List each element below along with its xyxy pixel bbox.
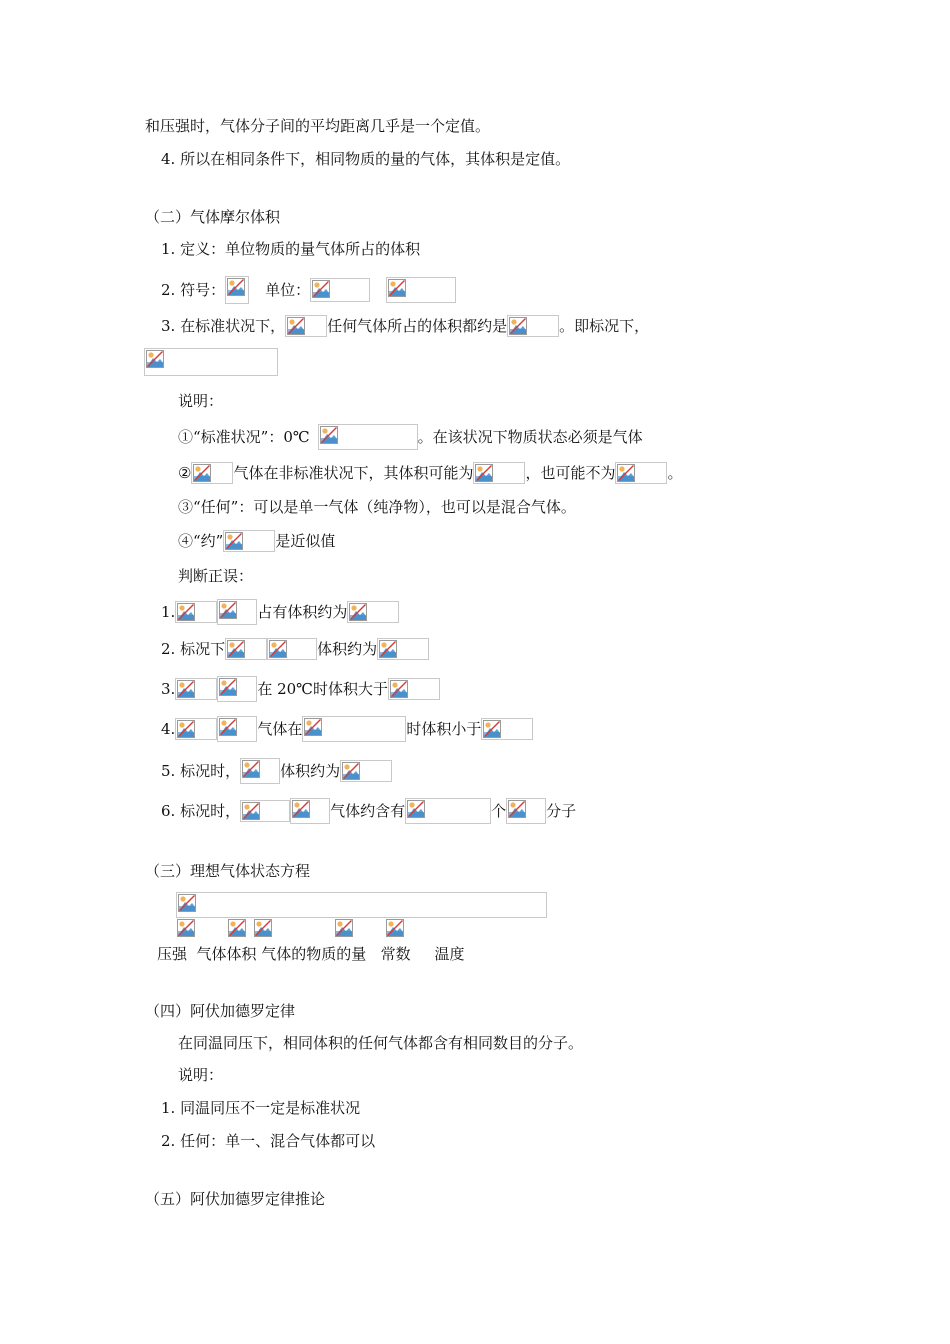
judge-label: 判断正误： bbox=[178, 567, 254, 585]
formula-line bbox=[144, 348, 278, 376]
text-fragment: 体积约为 bbox=[317, 640, 378, 658]
broken-image-icon bbox=[219, 678, 237, 696]
broken-image-icon bbox=[320, 426, 338, 444]
broken-image-icon bbox=[292, 800, 310, 818]
broken-image-icon bbox=[227, 278, 245, 296]
formula-image bbox=[240, 800, 290, 822]
broken-image-icon bbox=[269, 640, 287, 658]
judge-item bbox=[161, 758, 392, 784]
note-item bbox=[178, 462, 683, 484]
formula-image bbox=[347, 601, 399, 623]
text-fragment: 4. bbox=[161, 720, 176, 738]
formula-image bbox=[302, 716, 406, 742]
text-fragment: 6. 标况时， bbox=[161, 802, 241, 820]
symbol-label: 2. 符号： bbox=[161, 281, 226, 299]
section-title: （四）阿伏加德罗定律 bbox=[145, 1002, 296, 1020]
note-item bbox=[178, 530, 335, 552]
broken-image-icon bbox=[509, 317, 527, 335]
paragraph-line: 和压强时，气体分子间的平均距离几乎是一个定值。 bbox=[145, 117, 491, 135]
paragraph-line: 4. 所以在相同条件下，相同物质的量的气体，其体积是定值。 bbox=[161, 150, 571, 168]
judge-item bbox=[161, 599, 399, 625]
broken-image-icon bbox=[177, 919, 195, 937]
formula-image bbox=[310, 278, 370, 302]
text-fragment: 气体在 bbox=[257, 720, 303, 738]
standard-condition-line bbox=[161, 315, 649, 337]
text-fragment: 3. bbox=[161, 680, 176, 698]
text-fragment: 气体约含有 bbox=[330, 802, 406, 820]
text-fragment: 体积约为 bbox=[280, 762, 341, 780]
broken-image-icon bbox=[388, 279, 406, 297]
formula-image bbox=[506, 798, 546, 824]
equation-symbols bbox=[176, 918, 416, 940]
text-fragment: ④“约” bbox=[178, 532, 224, 550]
broken-image-icon bbox=[219, 601, 237, 619]
formula-image bbox=[615, 462, 667, 484]
text-fragment: 气体在非标准状况下，其体积可能为 bbox=[233, 464, 474, 482]
text-fragment: 3. 在标准状况下， bbox=[161, 317, 286, 335]
formula-image bbox=[175, 601, 217, 623]
formula-image bbox=[267, 638, 317, 660]
broken-image-icon bbox=[335, 919, 353, 937]
text-fragment: ①“标准状况”：0℃ bbox=[178, 428, 310, 446]
broken-image-icon bbox=[342, 762, 360, 780]
judge-item bbox=[161, 798, 576, 824]
broken-image-icon bbox=[407, 800, 425, 818]
text-fragment: 。在该状况下物质状态必须是气体 bbox=[417, 428, 643, 446]
formula-image bbox=[334, 918, 354, 940]
text-fragment: 。 bbox=[667, 464, 683, 482]
broken-image-icon bbox=[228, 919, 246, 937]
broken-image-icon bbox=[177, 603, 195, 621]
definition-line: 1. 定义：单位物质的量气体所占的体积 bbox=[161, 240, 421, 258]
formula-image bbox=[290, 798, 330, 824]
text-fragment: 。即标况下， bbox=[559, 317, 650, 335]
formula-image bbox=[285, 315, 327, 337]
note-item: 2. 任何：单一、混合气体都可以 bbox=[161, 1132, 376, 1150]
unit-label: 单位： bbox=[265, 281, 311, 299]
equation-line bbox=[176, 892, 547, 918]
broken-image-icon bbox=[287, 317, 305, 335]
text-fragment: 2. 标况下 bbox=[161, 640, 226, 658]
broken-image-icon bbox=[349, 603, 367, 621]
formula-image bbox=[144, 348, 278, 376]
section-title: （三）理想气体状态方程 bbox=[145, 862, 311, 880]
equation-labels: 压强 气体体积 气体的物质的量 常数 温度 bbox=[157, 945, 465, 963]
broken-image-icon bbox=[225, 532, 243, 550]
formula-image bbox=[405, 798, 491, 824]
judge-item bbox=[161, 638, 429, 660]
broken-image-icon bbox=[242, 760, 260, 778]
broken-image-icon bbox=[193, 464, 211, 482]
formula-image bbox=[227, 918, 247, 940]
text-fragment: 在 20℃时体积大于 bbox=[257, 680, 388, 698]
section-title: （二）气体摩尔体积 bbox=[145, 208, 281, 226]
text-fragment: ② bbox=[178, 464, 192, 482]
text-fragment: ，也可能不为 bbox=[525, 464, 616, 482]
broken-image-icon bbox=[219, 718, 237, 736]
broken-image-icon bbox=[475, 464, 493, 482]
text-fragment: 时体积小于 bbox=[406, 720, 482, 738]
formula-image bbox=[377, 638, 429, 660]
text-fragment: 占有体积约为 bbox=[257, 603, 348, 621]
note-label: 说明： bbox=[178, 1066, 224, 1084]
judge-item bbox=[161, 716, 533, 742]
formula-image bbox=[225, 638, 267, 660]
broken-image-icon bbox=[254, 919, 272, 937]
section-title: （五）阿伏加德罗定律推论 bbox=[145, 1190, 326, 1208]
symbol-line bbox=[161, 276, 456, 304]
note-item: 1. 同温同压不一定是标准状况 bbox=[161, 1099, 361, 1117]
broken-image-icon bbox=[386, 919, 404, 937]
note-item bbox=[178, 424, 643, 450]
formula-image bbox=[507, 315, 559, 337]
formula-image bbox=[318, 424, 418, 450]
formula-image bbox=[217, 676, 257, 702]
formula-image bbox=[385, 918, 405, 940]
broken-image-icon bbox=[379, 640, 397, 658]
broken-image-icon bbox=[242, 802, 260, 820]
formula-image bbox=[175, 678, 217, 700]
broken-image-icon bbox=[483, 720, 501, 738]
formula-image bbox=[225, 276, 249, 304]
formula-image bbox=[473, 462, 525, 484]
formula-image bbox=[217, 599, 257, 625]
text-fragment: 分子 bbox=[546, 802, 577, 820]
note-item: ③“任何”：可以是单一气体（纯净物），也可以是混合气体。 bbox=[178, 498, 576, 516]
broken-image-icon bbox=[312, 280, 330, 298]
broken-image-icon bbox=[390, 680, 408, 698]
broken-image-icon bbox=[617, 464, 635, 482]
text-fragment: 5. 标况时， bbox=[161, 762, 241, 780]
formula-image bbox=[191, 462, 233, 484]
broken-image-icon bbox=[304, 718, 322, 736]
formula-image bbox=[223, 530, 275, 552]
broken-image-icon bbox=[178, 894, 196, 912]
formula-image bbox=[240, 758, 280, 784]
formula-image bbox=[386, 277, 456, 303]
broken-image-icon bbox=[508, 800, 526, 818]
law-statement: 在同温同压下，相同体积的任何气体都含有相同数目的分子。 bbox=[178, 1034, 584, 1052]
judge-item bbox=[161, 676, 440, 702]
note-label: 说明： bbox=[178, 392, 224, 410]
broken-image-icon bbox=[177, 720, 195, 738]
formula-image bbox=[176, 918, 196, 940]
formula-image bbox=[340, 760, 392, 782]
formula-image bbox=[175, 718, 217, 740]
text-fragment: 1. bbox=[161, 603, 176, 621]
formula-image bbox=[217, 716, 257, 742]
broken-image-icon bbox=[227, 640, 245, 658]
formula-image bbox=[176, 892, 547, 918]
broken-image-icon bbox=[146, 350, 164, 368]
formula-image bbox=[388, 678, 440, 700]
broken-image-icon bbox=[177, 680, 195, 698]
formula-image bbox=[481, 718, 533, 740]
formula-image bbox=[253, 918, 273, 940]
text-fragment: 任何气体所占的体积都约是 bbox=[327, 317, 508, 335]
text-fragment: 是近似值 bbox=[275, 532, 336, 550]
text-fragment: 个 bbox=[491, 802, 507, 820]
